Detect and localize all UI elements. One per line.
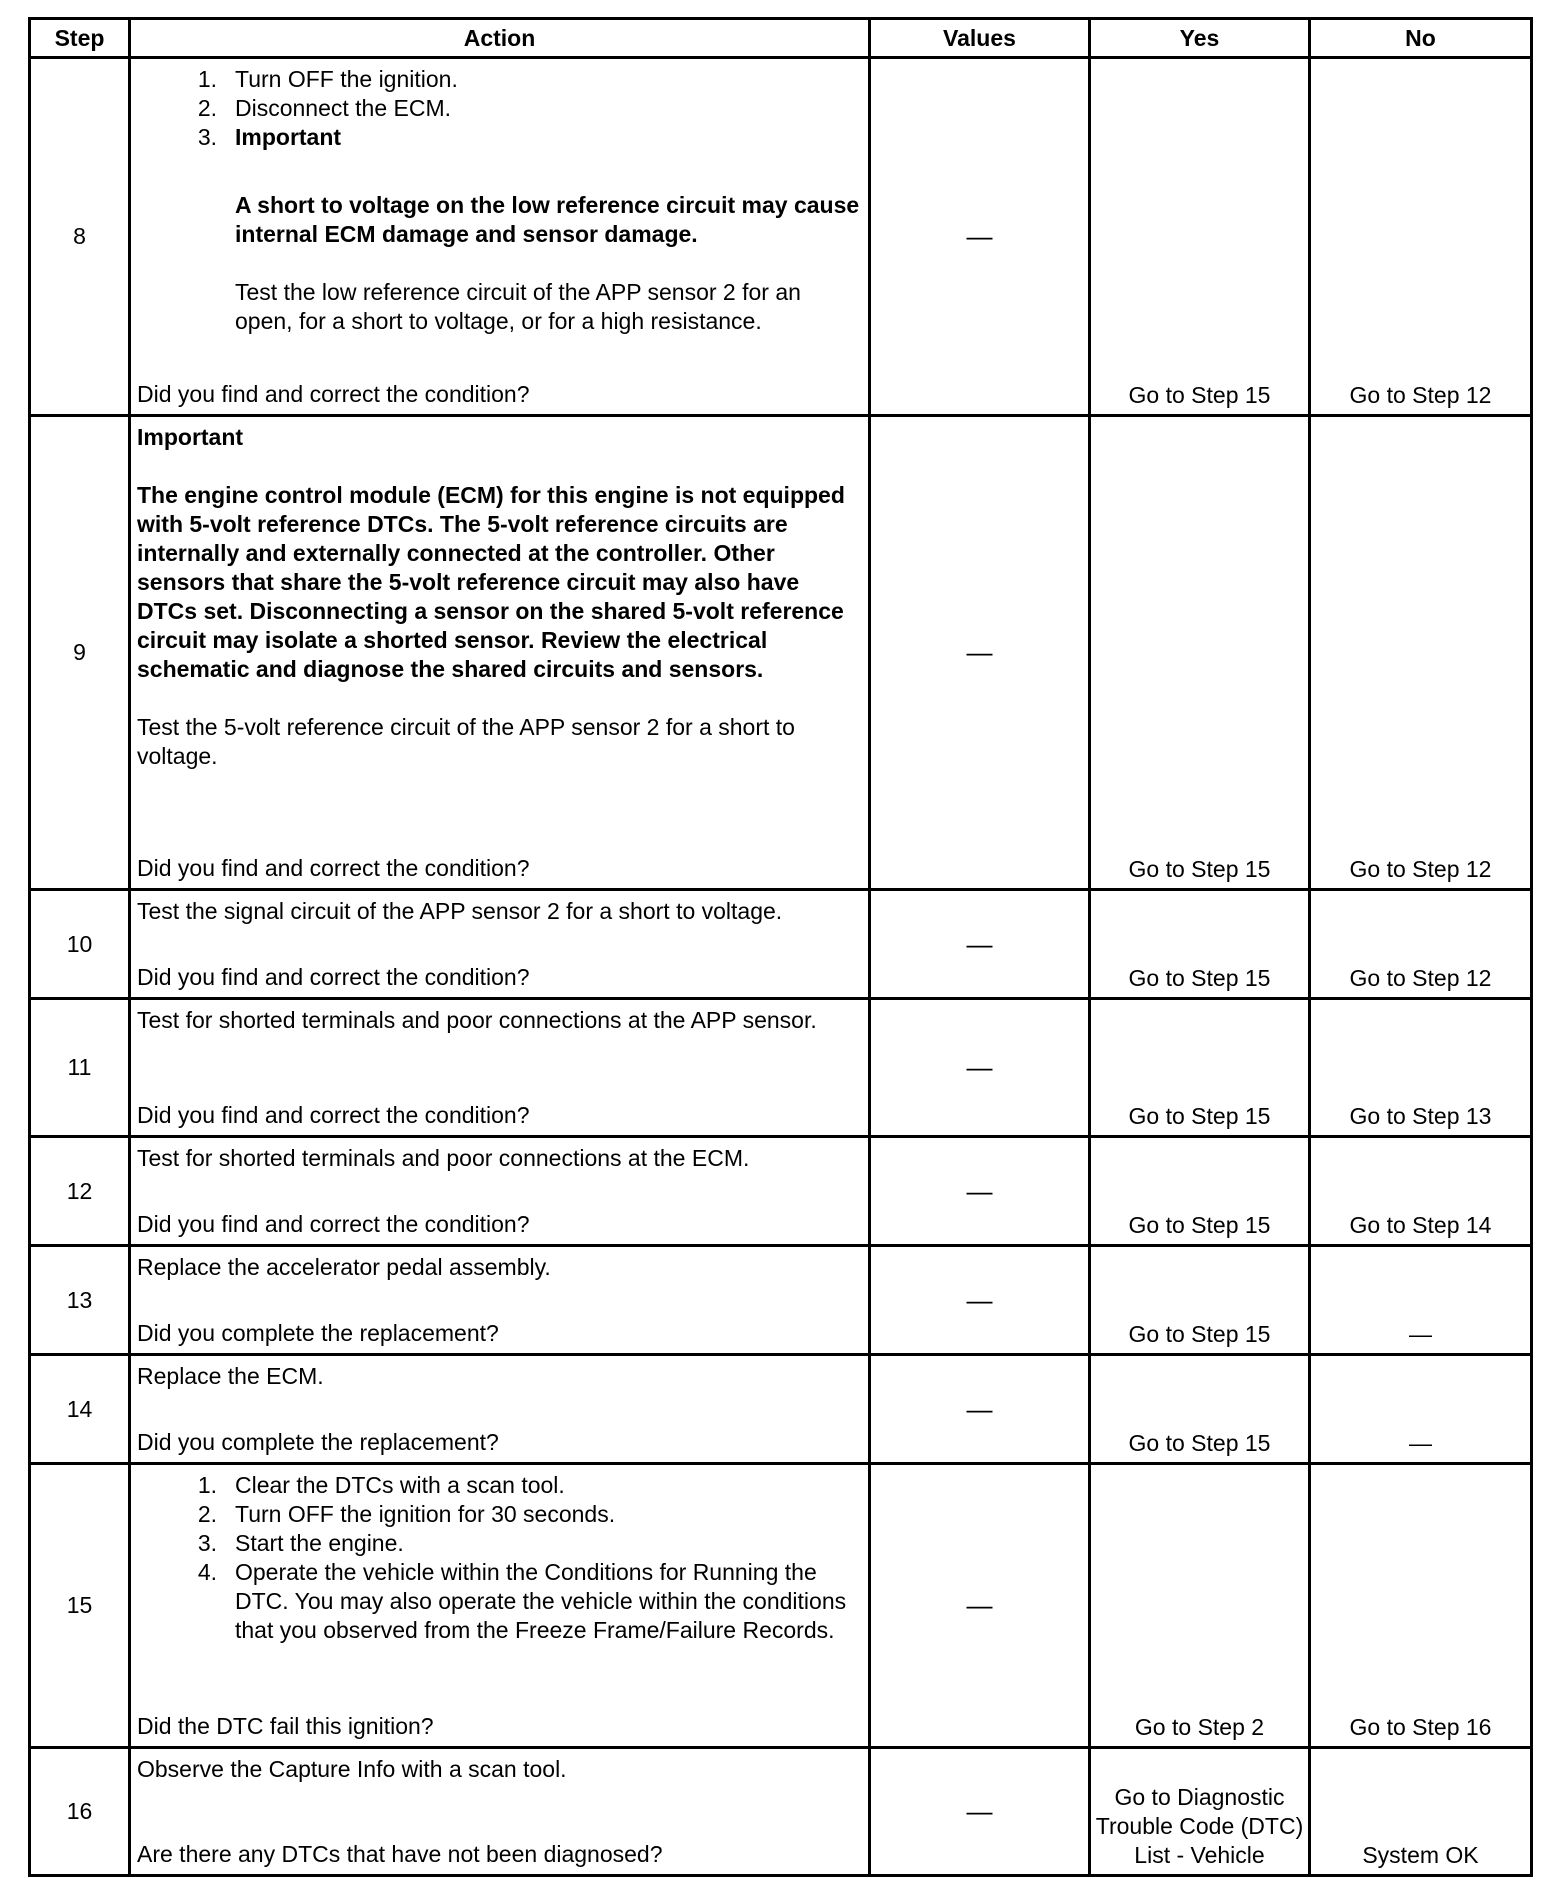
yes-link[interactable]: Go to Step 15 bbox=[1090, 416, 1310, 890]
step-number: 15 bbox=[30, 1464, 130, 1748]
yes-link[interactable]: Go to Step 15 bbox=[1090, 890, 1310, 999]
step-number: 9 bbox=[30, 416, 130, 890]
yes-link[interactable]: Go to Step 15 bbox=[1090, 1246, 1310, 1355]
action-cell bbox=[130, 1355, 870, 1464]
no-link[interactable]: Go to Step 16 bbox=[1310, 1464, 1532, 1748]
warning-text: The engine control module (ECM) for this engine is not equipped with 5-volt reference DTCs. The 5-volt reference circuits are internally and externally connected at the controller. Other sensors that share the 5-volt reference circuit may also have DTCs set. Disconnecting a sensor on the shared 5-volt reference circuit may isolate a shorted sensor. Review the electrical schematic and diagnose the shared circuits and sensors. bbox=[137, 482, 845, 682]
list-item: 4. Operate the vehicle within the Conditions for Running the DTC. You may also operate the vehicle within the conditions that you observed from the Freeze Frame/Failure Records. bbox=[197, 1559, 847, 1643]
header-row bbox=[30, 19, 1532, 58]
no-value: — bbox=[1310, 1355, 1532, 1464]
values-cell: — bbox=[870, 1355, 1090, 1464]
header-step: Step bbox=[30, 19, 130, 58]
action-cell bbox=[130, 1137, 870, 1246]
instruction-text: Replace the ECM. bbox=[137, 1363, 324, 1389]
list-item: 2. Disconnect the ECM. bbox=[197, 95, 452, 121]
yes-link[interactable]: Go to Step 15 bbox=[1090, 1137, 1310, 1246]
values-cell: — bbox=[870, 1137, 1090, 1246]
list-item: 3. Start the engine. bbox=[197, 1530, 404, 1556]
header-values: Values bbox=[870, 19, 1090, 58]
values-cell: — bbox=[870, 58, 1090, 416]
question-text: Did you find and correct the condition? bbox=[137, 1102, 530, 1128]
table-row bbox=[30, 1748, 1532, 1876]
question-text: Did you find and correct the condition? bbox=[137, 964, 530, 990]
table-row bbox=[30, 58, 1532, 416]
instruction-text: Observe the Capture Info with a scan tool. bbox=[137, 1756, 567, 1782]
numbered-list bbox=[137, 1471, 860, 1645]
yes-link[interactable]: Go to Diagnostic Trouble Code (DTC) List - Vehicle bbox=[1090, 1748, 1310, 1876]
no-link[interactable]: Go to Step 12 bbox=[1310, 890, 1532, 999]
values-cell: — bbox=[870, 999, 1090, 1137]
instruction-text: Test the 5-volt reference circuit of the APP sensor 2 for a short to voltage. bbox=[137, 714, 795, 769]
values-cell: — bbox=[870, 1748, 1090, 1876]
action-cell bbox=[130, 1464, 870, 1748]
step-number: 8 bbox=[30, 58, 130, 416]
no-link[interactable]: Go to Step 13 bbox=[1310, 999, 1532, 1137]
question-text: Did you complete the replacement? bbox=[137, 1320, 499, 1346]
question-text: Did you find and correct the condition? bbox=[137, 855, 530, 881]
numbered-list bbox=[137, 65, 860, 152]
step-number: 12 bbox=[30, 1137, 130, 1246]
instruction-text: Test for shorted terminals and poor connections at the ECM. bbox=[137, 1145, 750, 1171]
warning-text: A short to voltage on the low reference circuit may cause internal ECM damage and sensor damage. bbox=[235, 192, 860, 247]
action-cell bbox=[130, 1748, 870, 1876]
step-number: 11 bbox=[30, 999, 130, 1137]
action-cell bbox=[130, 58, 870, 416]
values-cell: — bbox=[870, 416, 1090, 890]
no-link[interactable]: Go to Step 12 bbox=[1310, 58, 1532, 416]
question-text: Did you find and correct the condition? bbox=[137, 381, 530, 407]
table-row bbox=[30, 999, 1532, 1137]
step-number: 10 bbox=[30, 890, 130, 999]
table-row bbox=[30, 416, 1532, 890]
yes-link[interactable]: Go to Step 15 bbox=[1090, 999, 1310, 1137]
question-text: Did you find and correct the condition? bbox=[137, 1211, 530, 1237]
list-item: 3. Important bbox=[197, 124, 342, 150]
header-yes: Yes bbox=[1090, 19, 1310, 58]
table-row bbox=[30, 1246, 1532, 1355]
header-action: Action bbox=[130, 19, 870, 58]
action-cell bbox=[130, 416, 870, 890]
values-cell: — bbox=[870, 1246, 1090, 1355]
step-number: 16 bbox=[30, 1748, 130, 1876]
list-item: 1. Clear the DTCs with a scan tool. bbox=[197, 1472, 565, 1498]
instruction-text: Test for shorted terminals and poor connections at the APP sensor. bbox=[137, 1007, 817, 1033]
yes-link[interactable]: Go to Step 15 bbox=[1090, 1355, 1310, 1464]
step-number: 14 bbox=[30, 1355, 130, 1464]
yes-link[interactable]: Go to Step 2 bbox=[1090, 1464, 1310, 1748]
action-cell bbox=[130, 890, 870, 999]
header-no: No bbox=[1310, 19, 1532, 58]
values-cell: — bbox=[870, 890, 1090, 999]
question-text: Did the DTC fail this ignition? bbox=[137, 1713, 434, 1739]
yes-link[interactable]: Go to Step 15 bbox=[1090, 58, 1310, 416]
list-item: 1. Turn OFF the ignition. bbox=[197, 66, 458, 92]
question-text: Did you complete the replacement? bbox=[137, 1429, 499, 1455]
no-result: System OK bbox=[1310, 1748, 1532, 1876]
action-cell bbox=[130, 1246, 870, 1355]
question-text: Are there any DTCs that have not been diagnosed? bbox=[137, 1841, 663, 1867]
diagnostic-table bbox=[28, 17, 1533, 1877]
table-row bbox=[30, 1464, 1532, 1748]
instruction-text: Test the low reference circuit of the APP sensor 2 for an open, for a short to voltage, or for a high resistance. bbox=[235, 279, 801, 334]
table-row bbox=[30, 890, 1532, 999]
values-cell: — bbox=[870, 1464, 1090, 1748]
table-row bbox=[30, 1355, 1532, 1464]
instruction-text: Test the signal circuit of the APP sensor 2 for a short to voltage. bbox=[137, 898, 783, 924]
instruction-text: Replace the accelerator pedal assembly. bbox=[137, 1254, 551, 1280]
step-number: 13 bbox=[30, 1246, 130, 1355]
table-row bbox=[30, 1137, 1532, 1246]
no-link[interactable]: Go to Step 12 bbox=[1310, 416, 1532, 890]
action-cell bbox=[130, 999, 870, 1137]
no-link[interactable]: Go to Step 14 bbox=[1310, 1137, 1532, 1246]
list-item: 2. Turn OFF the ignition for 30 seconds. bbox=[197, 1501, 616, 1527]
important-heading: Important bbox=[137, 424, 244, 450]
no-value: — bbox=[1310, 1246, 1532, 1355]
